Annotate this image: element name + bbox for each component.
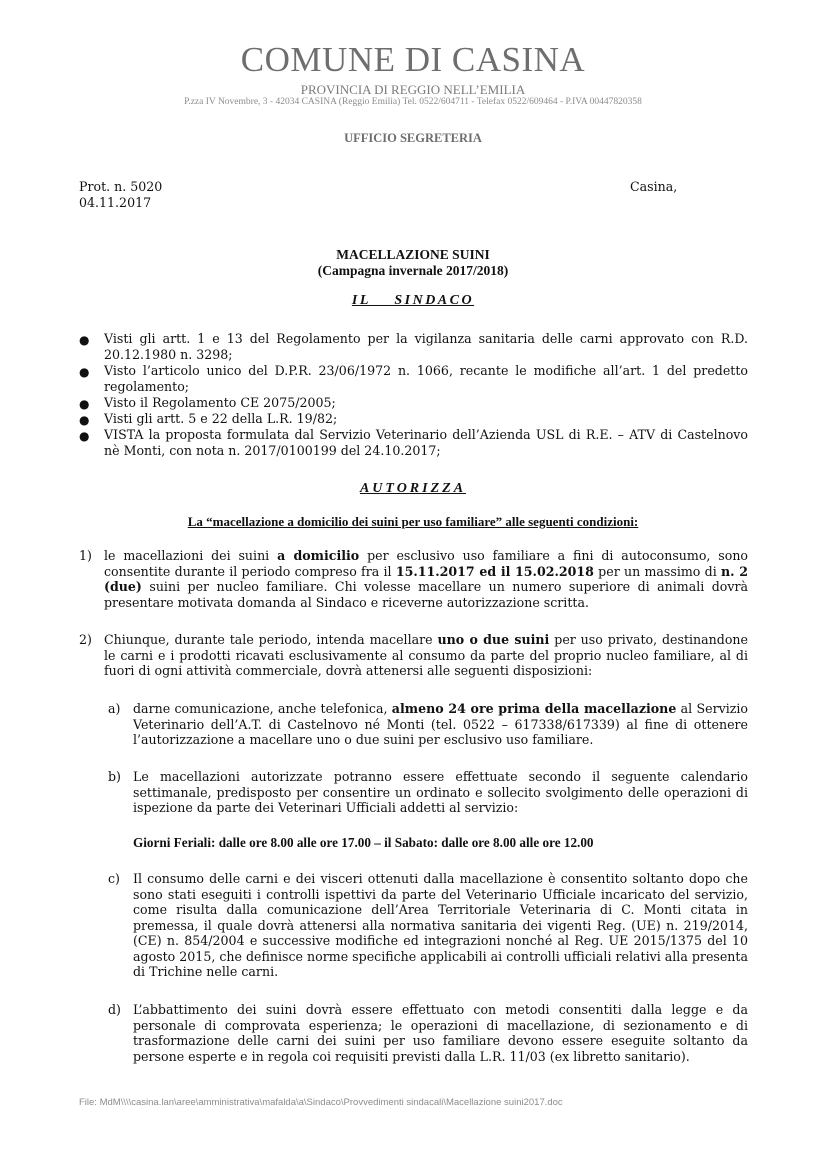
list-item: VISTA la proposta formulata dal Servizio Veterinario dell’Azienda USL di R.E. – ATV di Castelnovo nè Monti, con nota n. 2017/0100199 del 24.10.2017; <box>104 427 748 458</box>
bullet-icon: ● <box>79 413 90 427</box>
document-title: MACELLAZIONE SUINI <box>336 247 490 262</box>
bullet-icon: ● <box>79 429 90 443</box>
list-item: Visto il Regolamento CE 2075/2005; <box>104 395 336 410</box>
file-path-footer: File: MdM\\\\casina.lan\aree\amministrativa\mafalda\a\Sindaco\Provvedimenti sindacali\Macellazione suini2017.doc <box>79 1097 563 1108</box>
point-number: 2) <box>79 632 92 647</box>
municipality-title: COMUNE DI CASINA <box>240 40 586 79</box>
document-date: 04.11.2017 <box>79 195 152 210</box>
document-subtitle: (Campagna invernale 2017/2018) <box>317 263 509 278</box>
subpoint-letter: b) <box>108 769 121 784</box>
subpoint-c-text: Il consumo delle carni e dei visceri ottenuti dalla macellazione è consentito soltanto dopo che sono stati eseguiti i controlli ispettivi da parte del Veterinario Ufficiale incaricato del servizio, come risulta dalla comunicazione dell’Area Territoriale Veterinaria di C. Monti citata in premessa, il quale dovrà attenersi alla normativa sanitaria dei vigenti Reg. (UE) n. 219/2014, (CE) n. 854/2004 e successive modifiche ed integrazioni nonché al Reg. UE 2015/1375 del 10 agosto 2015, che definisce norme specifiche applicabili ai controlli ufficiali relativi alla presenta di Trichine nelle carni. <box>133 871 748 979</box>
subpoint-letter: c) <box>108 871 120 886</box>
protocol-number: Prot. n. 5020 <box>79 179 163 194</box>
bullet-icon: ● <box>79 333 90 347</box>
point-1-text: le macellazioni dei suini a domicilio per esclusivo uso familiare a fini di autoconsumo, sono consentite durante il periodo compreso fra il 15.11.2017 ed il 15.02.2018 per un massimo di n. 2 (due) suini per nucleo familiare. Chi volesse macellare un numero superiore di animali dovrà presentare motivata domanda al Sindaco e riceverne autorizzazione scritta. <box>104 548 749 610</box>
autorizza-heading: AUTORIZZA <box>359 481 467 496</box>
sindaco-heading: IL SINDACO <box>351 293 475 308</box>
point-2-text: Chiunque, durante tale periodo, intenda macellare uno o due suini per uso privato, destinandone le carni e i prodotti ricavati esclusivamente al consumo da parte del proprio nucleo familiare, al di fuori di ogni attività commerciale, dovrà attenersi alle seguenti disposizioni: <box>104 632 748 678</box>
subpoint-b-text: Le macellazioni autorizzate potranno essere effettuate secondo il seguente calendario settimanale, predisposto per consentire un ordinato e sollecito svolgimento delle operazioni di ispezione da parte dei Veterinari Ufficiali addetti al servizio: <box>133 769 748 815</box>
subpoint-letter: d) <box>108 1002 121 1017</box>
point-number: 1) <box>79 548 92 563</box>
province-line: PROVINCIA DI REGGIO NELL’EMILIA <box>300 82 526 97</box>
address-line: P.zza IV Novembre, 3 - 42034 CASINA (Reggio Emilia) Tel. 0522/604711 - Telefax 0522/609464 - P.IVA 00447820358 <box>184 97 642 107</box>
bullet-icon: ● <box>79 365 90 379</box>
subpoint-a-text: darne comunicazione, anche telefonica, almeno 24 ore prima della macellazione al Servizio Veterinario dell’A.T. di Castelnovo né Monti (tel. 0522 – 617338/617339) al fine di ottenere l’autorizzazione a macellare uno o due suini per esclusivo uso familiare. <box>133 701 748 747</box>
list-item: Visti gli artt. 5 e 22 della L.R. 19/82; <box>104 411 338 426</box>
subpoint-d-text: L’abbattimento dei suini dovrà essere effettuato con metodi consentiti dalla legge e da personale di comprovata esperienza; le operazioni di macellazione, di sezionamento e di trasformazione delle carni dei suini per uso familiare devono essere eseguite soltanto da persone esperte e in regola coi requisiti previsti dalla L.R. 11/03 (ex libretto sanitario). <box>133 1002 748 1064</box>
subpoint-letter: a) <box>108 701 121 716</box>
office-name: UFFICIO SEGRETERIA <box>344 131 482 145</box>
list-item: Visti gli artt. 1 e 13 del Regolamento per la vigilanza sanitaria delle carni approvato con R.D. 20.12.1980 n. 3298; <box>104 331 748 362</box>
bullet-icon: ● <box>79 397 90 411</box>
conditions-heading: La “macellazione a domicilio dei suini per uso familiare” alle seguenti condizioni: <box>187 514 639 529</box>
schedule-line: Giorni Feriali: dalle ore 8.00 alle ore 17.00 – il Sabato: dalle ore 8.00 alle ore 12.00 <box>133 835 594 850</box>
list-item: Visto l’articolo unico del D.P.R. 23/06/1972 n. 1066, recante le modifiche all’art. 1 del predetto regolamento; <box>104 363 748 394</box>
place: Casina, <box>630 179 678 194</box>
